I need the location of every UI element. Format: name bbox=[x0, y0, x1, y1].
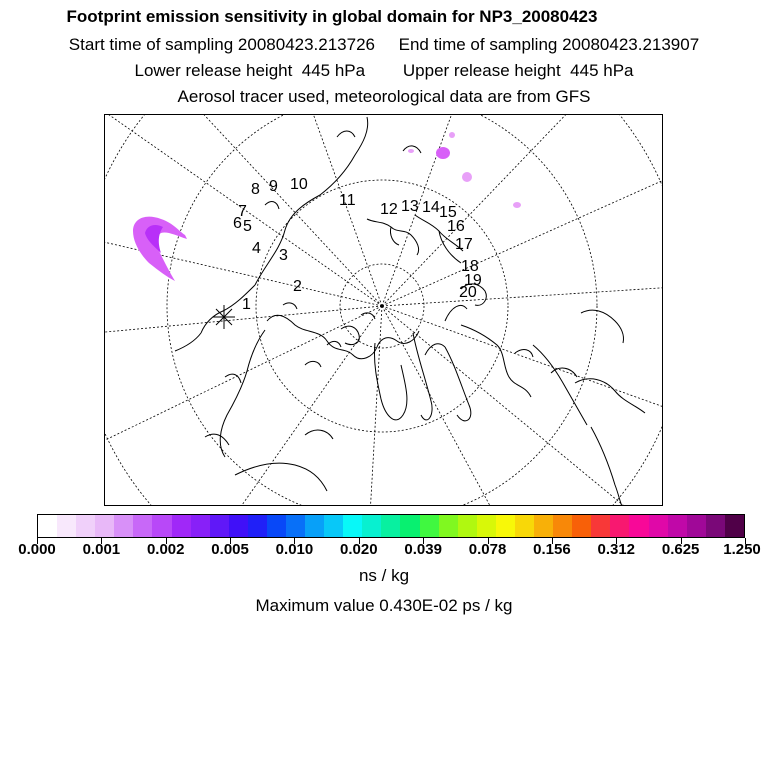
colorbar-cell bbox=[267, 515, 286, 537]
colorbar-tick-label: 0.000 bbox=[18, 541, 56, 558]
colorbar-tick-label: 0.002 bbox=[146, 541, 185, 558]
colorbar-cell bbox=[381, 515, 400, 537]
colorbar bbox=[37, 514, 745, 538]
traj-label-14: 14 bbox=[422, 199, 440, 216]
colorbar-tick-label: 0.625 bbox=[661, 541, 700, 558]
colorbar-cell bbox=[629, 515, 648, 537]
plume-patch-b bbox=[449, 132, 455, 138]
colorbar-tick-label: 0.156 bbox=[533, 541, 571, 558]
colorbar-cell bbox=[668, 515, 687, 537]
colorbar-tick-label: 1.250 bbox=[723, 541, 761, 558]
colorbar-cell bbox=[553, 515, 572, 537]
colorbar-cell bbox=[38, 515, 57, 537]
colorbar-cell bbox=[572, 515, 591, 537]
plume-patch-c bbox=[462, 172, 472, 182]
colorbar-cell bbox=[400, 515, 419, 537]
colorbar-cell bbox=[152, 515, 171, 537]
colorbar-cell bbox=[458, 515, 477, 537]
colorbar-cell bbox=[439, 515, 458, 537]
colorbar-cell bbox=[172, 515, 191, 537]
traj-label-18: 18 bbox=[461, 258, 479, 275]
colorbar-cell bbox=[534, 515, 553, 537]
colorbar-cell bbox=[362, 515, 381, 537]
release-point-marker bbox=[213, 305, 235, 329]
release-height-line: Lower release height 445 hPa Upper release height 445 hPa bbox=[134, 61, 634, 80]
colorbar-tick-label: 0.010 bbox=[275, 541, 314, 558]
traj-label-3: 3 bbox=[279, 247, 288, 264]
colorbar-cell bbox=[248, 515, 267, 537]
traj-label-1: 1 bbox=[242, 296, 251, 313]
colorbar-cell bbox=[706, 515, 725, 537]
traj-label-10: 10 bbox=[290, 176, 308, 193]
tracer-info-line: Aerosol tracer used, meteorological data are from GFS bbox=[177, 87, 591, 106]
colorbar-tick-label: 0.078 bbox=[468, 541, 507, 558]
traj-label-9: 9 bbox=[269, 178, 278, 195]
traj-label-12: 12 bbox=[380, 201, 398, 218]
colorbar-cell bbox=[191, 515, 210, 537]
map-panel bbox=[104, 114, 663, 506]
traj-label-13: 13 bbox=[401, 198, 419, 215]
colorbar-cell bbox=[114, 515, 133, 537]
colorbar-cell bbox=[496, 515, 515, 537]
colorbar-cell bbox=[210, 515, 229, 537]
colorbar-tick-label: 0.005 bbox=[211, 541, 249, 558]
colorbar-tick-label: 0.020 bbox=[340, 541, 378, 558]
colorbar-cell bbox=[420, 515, 439, 537]
maximum-value-text: Maximum value 0.430E-02 ps / kg bbox=[255, 596, 513, 615]
colorbar-cell bbox=[725, 515, 744, 537]
traj-label-19: 19 bbox=[464, 272, 482, 289]
colorbar-cell bbox=[687, 515, 706, 537]
colorbar-tick-label: 0.312 bbox=[597, 541, 636, 558]
colorbar-cell bbox=[76, 515, 95, 537]
plume-patch-e bbox=[408, 149, 414, 153]
colorbar-cell bbox=[57, 515, 76, 537]
traj-label-4: 4 bbox=[252, 240, 261, 257]
colorbar-cell bbox=[591, 515, 610, 537]
traj-label-2: 2 bbox=[293, 278, 302, 295]
traj-label-5: 5 bbox=[243, 218, 252, 235]
colorbar-cell bbox=[305, 515, 324, 537]
plume-patch-a bbox=[436, 147, 450, 159]
colorbar-cell bbox=[133, 515, 152, 537]
colorbar-cell bbox=[610, 515, 629, 537]
sampling-time-line: Start time of sampling 20080423.213726 End time of sampling 20080423.213907 bbox=[68, 35, 700, 54]
colorbar-cell bbox=[324, 515, 343, 537]
traj-label-16: 16 bbox=[447, 218, 465, 235]
trajectory-labels bbox=[233, 176, 482, 313]
colorbar-cell bbox=[229, 515, 248, 537]
colorbar-cell bbox=[343, 515, 362, 537]
colorbar-cell bbox=[95, 515, 114, 537]
traj-label-11: 11 bbox=[339, 192, 356, 209]
colorbar-tick-label: 0.001 bbox=[82, 541, 121, 558]
traj-label-15: 15 bbox=[439, 204, 457, 221]
colorbar-cell bbox=[477, 515, 496, 537]
colorbar-cell bbox=[515, 515, 534, 537]
colorbar-cell bbox=[649, 515, 668, 537]
colorbar-cell bbox=[286, 515, 305, 537]
plume-patch-d bbox=[513, 202, 521, 208]
traj-label-8: 8 bbox=[251, 181, 260, 198]
traj-label-7: 7 bbox=[238, 203, 247, 220]
colorbar-tick-label: 0.039 bbox=[404, 541, 442, 558]
traj-label-6: 6 bbox=[233, 215, 242, 232]
polar-map bbox=[105, 115, 663, 506]
colorbar-units: ns / kg bbox=[358, 566, 410, 585]
traj-label-17: 17 bbox=[455, 236, 473, 253]
plot-title: Footprint emission sensitivity in global domain for NP3_20080423 bbox=[66, 7, 598, 26]
graticule bbox=[105, 115, 663, 506]
traj-label-20: 20 bbox=[459, 284, 477, 301]
